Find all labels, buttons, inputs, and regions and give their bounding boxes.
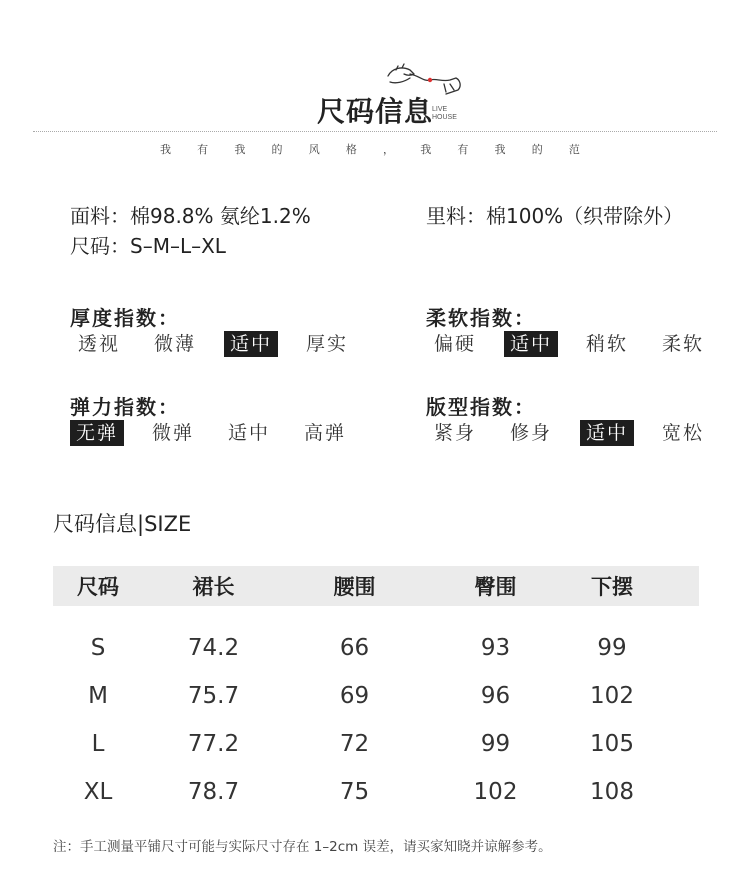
table-cell: 78.7: [187, 779, 240, 805]
slogan-char: 有: [197, 143, 209, 156]
slogan-char: 我: [160, 143, 171, 156]
slogan: [160, 141, 580, 157]
slogan-char: 有: [457, 143, 469, 156]
slogan-char: 我: [234, 143, 246, 156]
table-cell: 96: [480, 683, 511, 709]
slogan-char: 我: [420, 143, 432, 156]
table-cell: L: [91, 731, 105, 757]
table-header: [53, 566, 699, 606]
table-cell: 108: [590, 779, 634, 805]
fit-option-selected: 适中: [580, 420, 634, 446]
elasticity-option: 高弹: [304, 422, 347, 444]
elasticity-options: [70, 420, 352, 446]
thickness-options: [72, 331, 354, 357]
table-cell: 72: [339, 731, 370, 757]
table-cell: 99: [480, 731, 511, 757]
fit-index-title: 版型指数：: [426, 395, 536, 419]
slogan-char: 格: [345, 143, 357, 156]
page-title: 尺码信息: [316, 95, 433, 128]
softness-option: 柔软: [662, 333, 705, 355]
slogan-char: ，: [383, 143, 395, 156]
thickness-option: 厚实: [306, 333, 349, 355]
thickness-option: 透视: [78, 333, 121, 355]
size-section-heading: 尺码信息|SIZE: [53, 512, 192, 536]
softness-index-title: 柔软指数：: [426, 306, 536, 330]
elasticity-option: 适中: [228, 422, 271, 444]
thickness-option: 微薄: [154, 333, 197, 355]
fit-options: [428, 420, 710, 446]
column-header: 腰围: [333, 575, 376, 599]
fabric-spec: 面料：棉98.8% 氨纶1.2%: [70, 204, 311, 228]
brand-mark: [432, 106, 457, 122]
brand-line-2: HOUSE: [432, 114, 457, 121]
lining-spec: 里料：棉100%（织带除外）: [426, 204, 684, 228]
elasticity-option: 微弹: [152, 422, 195, 444]
column-header: 裙长: [192, 575, 235, 599]
divider: [33, 131, 717, 132]
softness-options: [428, 331, 710, 357]
size-spec: 尺码：S–M–L–XL: [70, 234, 226, 258]
size-table: [53, 566, 699, 816]
table-cell: 93: [480, 635, 511, 661]
table-cell: 99: [597, 635, 627, 661]
brand-line-1: LIVE: [432, 106, 448, 113]
table-row: [53, 672, 699, 720]
table-cell: 77.2: [187, 731, 240, 757]
table-cell: 105: [590, 731, 634, 757]
slogan-char: 我: [494, 143, 506, 156]
fit-option: 修身: [510, 422, 553, 444]
column-header: 臀围: [474, 575, 517, 599]
column-header: 尺码: [77, 575, 119, 599]
table-cell: M: [88, 683, 108, 709]
table-cell: 66: [339, 635, 370, 661]
measurement-note: 注：手工测量平铺尺寸可能与实际尺寸存在 1–2cm 误差，请买家知晓并谅解参考。: [53, 839, 552, 855]
softness-option: 偏硬: [434, 333, 477, 355]
table-row: [53, 768, 699, 816]
elasticity-index-title: 弹力指数：: [70, 395, 180, 419]
fit-option: 紧身: [434, 422, 477, 444]
table-cell: 102: [473, 779, 518, 805]
table-cell: 69: [339, 683, 370, 709]
table-cell: 74.2: [187, 635, 240, 661]
table-cell: 102: [590, 683, 634, 709]
slogan-char: 范: [568, 143, 580, 156]
thickness-option-selected: 适中: [224, 331, 278, 357]
column-header: 下摆: [591, 575, 633, 599]
slogan-char: 的: [531, 143, 543, 156]
elasticity-option-selected: 无弹: [70, 420, 124, 446]
softness-option: 稍软: [586, 333, 629, 355]
table-cell: S: [90, 635, 106, 661]
slogan-char: 的: [271, 143, 283, 156]
table-body: [53, 624, 699, 816]
table-cell: 75: [339, 779, 370, 805]
table-cell: 75.7: [187, 683, 240, 709]
thickness-index-title: 厚度指数：: [70, 306, 180, 330]
table-row: [53, 624, 699, 672]
table-cell: XL: [83, 779, 113, 805]
slogan-char: 风: [308, 143, 320, 156]
fit-option: 宽松: [662, 422, 705, 444]
table-row: [53, 720, 699, 768]
softness-option-selected: 适中: [504, 331, 558, 357]
